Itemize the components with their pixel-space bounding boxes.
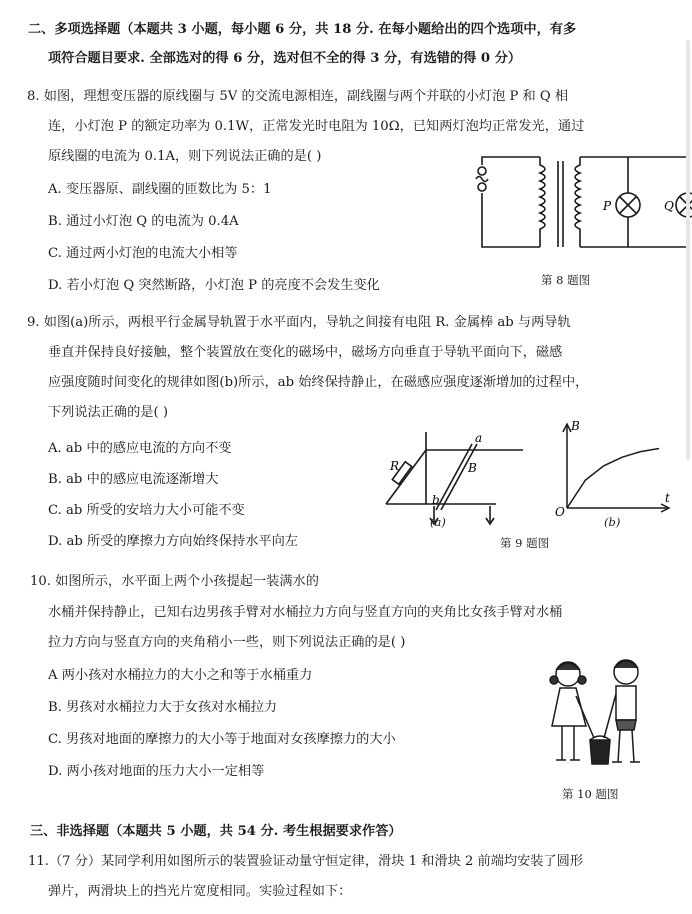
q9-option-a: A. ab 中的感应电流的方向不变 [48,441,232,456]
section-2-header-line1: 二、多项选择题（本题共 3 小题，每小题 6 分，共 18 分. 在每小题给出的四个选项中，有多 [28,22,577,37]
q9-option-b: B. ab 中的感应电流逐渐增大 [48,472,219,487]
q8-option-d: D. 若小灯泡 Q 突然断路，小灯泡 P 的亮度不会发生变化 [48,278,380,293]
q9-stem-line1: 9. 如图(a)所示，两根平行金属导轨置于水平面内，导轨之间接有电阻 R. 金属棒 ab 与两导轨 [27,315,571,330]
section-3-header: 三、非选择题（本题共 5 小题，共 54 分. 考生根据要求作答） [30,824,402,839]
b-curve [567,449,659,509]
lamp-p-icon [616,193,640,217]
q10-option-a: A 两小孩对水桶拉力的大小之和等于水桶重力 [48,668,313,683]
label-p: P [603,199,612,213]
q9-option-d: D. ab 所受的摩擦力方向始终保持水平向左 [48,534,298,549]
q9-stem-line3: 应强度随时间变化的规律如图(b)所示，ab 始终保持静止，在磁感应强度逐渐增加的过程中， [48,375,589,390]
label-b-field: B [468,461,477,475]
b-t-graph [555,420,675,520]
q8-stem-line2: 连，小灯泡 P 的额定功率为 0.1W，正常发光时电阻为 10Ω，已知两灯泡均正常发光，通过 [48,119,585,134]
label-r: R [390,459,400,473]
children-bucket-figure [538,656,658,774]
caption-b: (b) [604,515,621,529]
q10-figure-caption: 第 10 题图 [562,787,619,801]
q10-option-d: D. 两小孩对地面的压力大小一定相等 [48,764,265,779]
rails-figure [378,428,530,536]
q10-option-c: C. 男孩对地面的摩擦力的大小等于地面对女孩摩擦力的大小 [48,732,396,747]
caption-a: (a) [430,515,446,529]
q10-stem-line1: 10. 如图所示，水平面上两个小孩提起一装满水的 [30,574,319,589]
q10-stem-line3: 拉力方向与竖直方向的夹角稍小一些，则下列说法正确的是( ) [48,635,406,650]
label-a: a [475,431,483,445]
q8-option-b: B. 通过小灯泡 Q 的电流为 0.4A [48,214,239,229]
q8-stem-line3: 原线圈的电流为 0.1A，则下列说法正确的是( ) [48,149,322,164]
q11-stem-line1: 11.（7 分）某同学利用如图所示的装置验证动量守恒定律，滑块 1 和滑块 2 前端均安装了圆形 [28,854,584,869]
q8-option-a: A. 变压器原、副线圈的匝数比为 5：1 [48,182,272,197]
q8-figure-caption: 第 8 题图 [541,273,591,287]
label-q: Q [664,199,674,213]
q9-stem-line4: 下列说法正确的是( ) [48,405,168,420]
q9-stem-line2: 垂直并保持良好接触，整个装置放在变化的磁场中，磁场方向垂直于导轨平面向下，磁感 [48,345,563,360]
q8-stem-line1: 8. 如图，理想变压器的原线圈与 5V 的交流电源相连，副线圈与两个并联的小灯泡 P 和 Q 相 [27,89,569,104]
q9-figure-caption: 第 9 题图 [500,536,550,550]
section-2-header-line2: 项符合题目要求. 全部选对的得 6 分，选对但不全的得 3 分，有选错的得 0 分） [48,51,522,66]
q9-option-c: C. ab 所受的安培力大小可能不变 [48,503,245,518]
scrollbar[interactable] [686,40,690,460]
q11-stem-line2: 弹片，两滑块上的挡光片宽度相同。实验过程如下： [48,884,352,899]
graph-label-b: B [571,419,580,433]
q8-option-c: C. 通过两小灯泡的电流大小相等 [48,246,238,261]
graph-label-o: O [555,505,565,519]
graph-label-t: t [665,491,670,505]
q10-stem-line2: 水桶并保持静止，已知右边男孩手臂对水桶拉力方向与竖直方向的夹角比女孩手臂对水桶 [48,605,563,620]
q10-option-b: B. 男孩对水桶拉力大于女孩对水桶拉力 [48,700,278,715]
transformer-circuit-figure [470,155,692,265]
label-b-end: b [432,493,440,507]
